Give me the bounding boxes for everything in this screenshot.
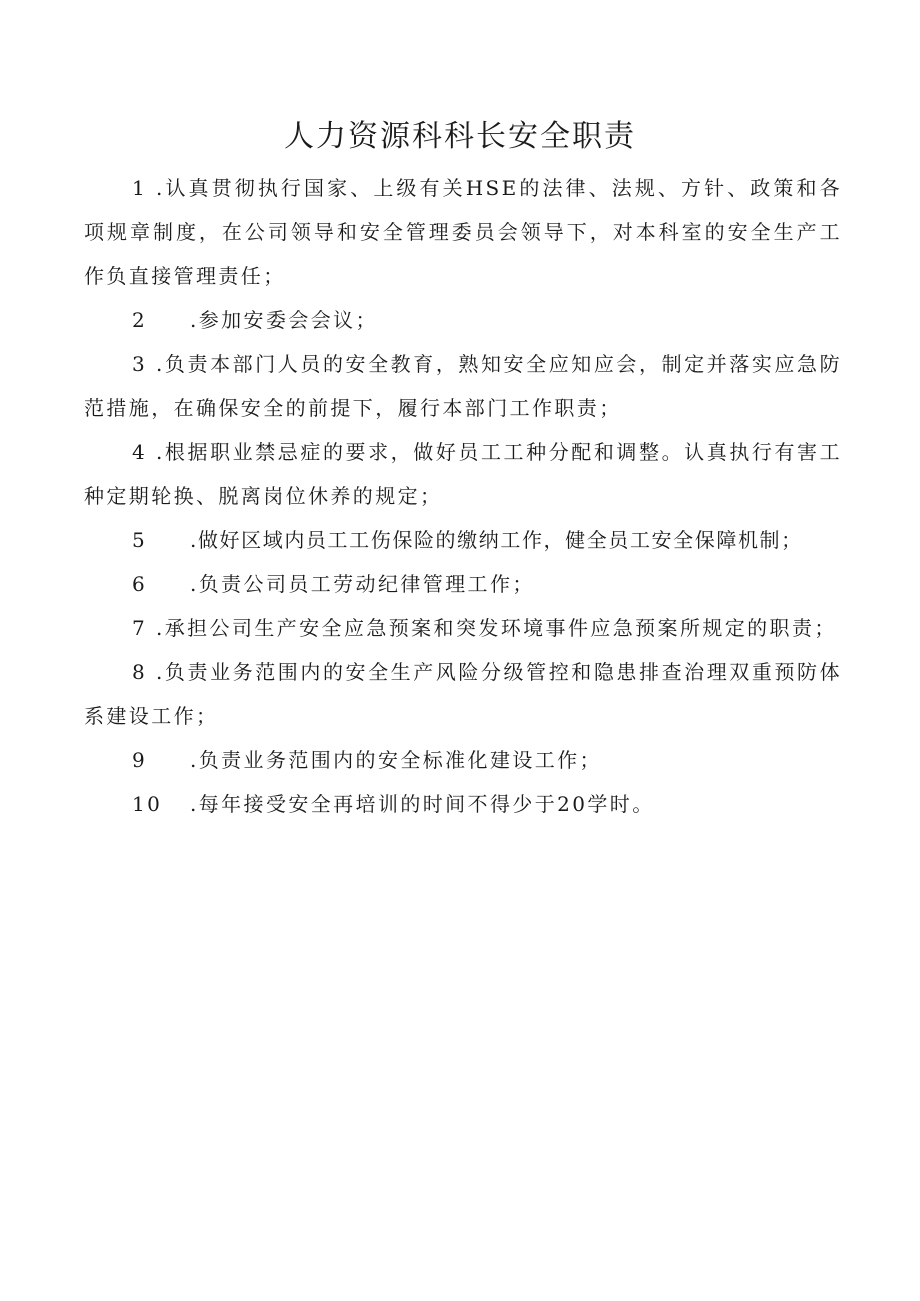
item-text: .负责本部门人员的安全教育，熟知安全应知应会，制定并落实应急防范措施，在确保安全的前提下，履行本部门工作职责； <box>84 352 842 420</box>
duty-item-4 <box>84 430 842 518</box>
item-text: .负责公司员工劳动纪律管理工作； <box>190 572 535 596</box>
duty-list <box>84 166 842 826</box>
duty-item-7 <box>84 606 842 650</box>
item-text: .负责业务范围内的安全生产风险分级管控和隐患排查治理双重预防体系建设工作； <box>84 660 842 728</box>
item-number: 5 <box>132 528 148 552</box>
item-text: .根据职业禁忌症的要求，做好员工工种分配和调整。认真执行有害工种定期轮换、脱离岗位休养的规定； <box>84 440 842 508</box>
item-text: .承担公司生产安全应急预案和突发环境事件应急预案所规定的职责； <box>156 616 837 640</box>
page-title: 人力资源科科长安全职责 <box>284 119 636 154</box>
duty-item-3 <box>84 342 842 430</box>
duty-item-8 <box>84 650 842 738</box>
item-number: 4 <box>132 440 148 464</box>
item-text: .参加安委会会议； <box>190 308 378 332</box>
duty-item-2 <box>84 298 842 342</box>
duty-item-9 <box>84 738 842 782</box>
item-number: 2 <box>132 308 148 332</box>
item-number: 9 <box>132 748 148 772</box>
item-number: 10 <box>132 792 163 816</box>
duty-item-6 <box>84 562 842 606</box>
duty-item-10 <box>84 782 842 826</box>
duty-item-1 <box>84 166 842 298</box>
duty-item-5 <box>84 518 842 562</box>
item-number: 1 <box>132 176 148 200</box>
item-number: 6 <box>132 572 148 596</box>
item-text: .做好区域内员工工伤保险的缴纳工作，健全员工安全保障机制； <box>190 528 803 552</box>
item-number: 3 <box>132 352 148 376</box>
item-text: .负责业务范围内的安全标准化建设工作； <box>190 748 602 772</box>
item-text: .每年接受安全再培训的时间不得少于20学时。 <box>190 792 655 816</box>
item-number: 8 <box>132 660 148 684</box>
item-number: 7 <box>132 616 148 640</box>
item-text: .认真贯彻执行国家、上级有关HSE的法律、法规、方针、政策和各项规章制度，在公司领导和安全管理委员会领导下，对本科室的安全生产工作负直接管理责任； <box>84 176 842 288</box>
